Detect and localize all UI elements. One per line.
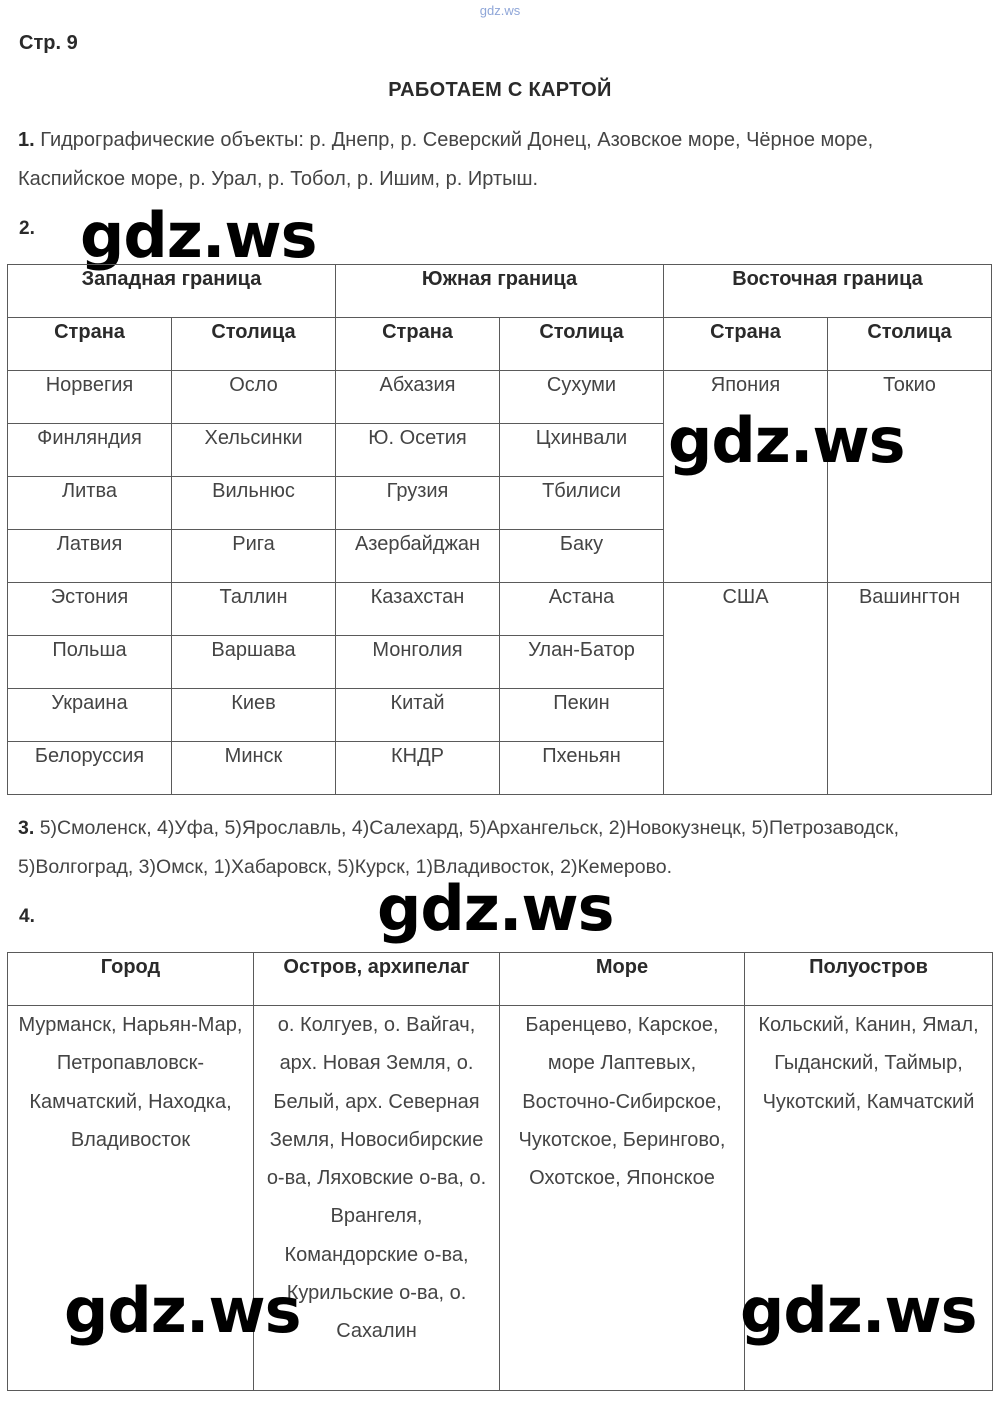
watermark-2: gdz.ws (668, 404, 905, 477)
watermark-3: gdz.ws (377, 872, 614, 945)
west-capital: Вильнюс (172, 477, 336, 530)
header-peninsula: Полуостров (745, 953, 993, 1006)
east-country: Япония (664, 371, 828, 583)
south-country: КНДР (336, 742, 500, 795)
south-capital: Цхинвали (500, 424, 664, 477)
page-heading: РАБОТАЕМ С КАРТОЙ (388, 79, 612, 101)
west-country: Украина (8, 689, 172, 742)
west-capital: Рига (172, 530, 336, 583)
header-sea: Море (500, 953, 745, 1006)
task1-text: Гидрографические объекты: р. Днепр, р. Северский Донец, Азовское море, Чёрное море, Каспийское море, р. Урал, р. Тобол, р. Ишим, р. Иртыш. (18, 129, 874, 190)
west-country: Польша (8, 636, 172, 689)
east-capital: Токио (828, 371, 992, 583)
south-capital: Улан-Батор (500, 636, 664, 689)
column-header-row (8, 318, 992, 371)
group-header-row (8, 265, 992, 318)
group-east: Восточная граница (664, 265, 992, 318)
west-country: Эстония (8, 583, 172, 636)
south-capital: Тбилиси (500, 477, 664, 530)
south-country: Казахстан (336, 583, 500, 636)
south-capital: Астана (500, 583, 664, 636)
south-country: Абхазия (336, 371, 500, 424)
south-capital: Пекин (500, 689, 664, 742)
west-country: Белоруссия (8, 742, 172, 795)
west-capital: Варшава (172, 636, 336, 689)
west-capital: Осло (172, 371, 336, 424)
west-country: Норвегия (8, 371, 172, 424)
header-row (8, 953, 993, 1006)
south-country: Китай (336, 689, 500, 742)
west-capital: Киев (172, 689, 336, 742)
west-country: Финляндия (8, 424, 172, 477)
group-west: Западная граница (8, 265, 336, 318)
west-capital: Минск (172, 742, 336, 795)
col-capital: Столица (500, 318, 664, 371)
task2-number: 2. (19, 218, 35, 239)
group-south: Южная граница (336, 265, 664, 318)
header-island: Остров, архипелаг (254, 953, 500, 1006)
south-country: Грузия (336, 477, 500, 530)
task1-paragraph (18, 121, 983, 198)
header-city: Город (8, 953, 254, 1006)
cell-cities: Мурманск, Нарьян-Мар, Петропавловск-Камчатский, Находка, Владивосток (8, 1006, 254, 1391)
top-watermark: gdz.ws (479, 3, 521, 18)
task1-number: 1. (18, 129, 35, 151)
watermark-4: gdz.ws (64, 1274, 301, 1347)
watermark-5: gdz.ws (740, 1274, 977, 1347)
south-country: Азербайджан (336, 530, 500, 583)
page-number: Стр. 9 (19, 32, 78, 54)
west-country: Литва (8, 477, 172, 530)
col-country: Страна (336, 318, 500, 371)
col-capital: Столица (828, 318, 992, 371)
task4-number: 4. (19, 906, 35, 927)
cell-islands: о. Колгуев, о. Вайгач, арх. Новая Земля, о. Белый, арх. Северная Земля, Новосибирские о-ва, Ляховские о-ва, о. Врангеля, Командорские о-ва, Курильские о-ва, о. Сахалин (254, 1006, 500, 1391)
watermark-1: gdz.ws (80, 199, 317, 272)
col-country: Страна (664, 318, 828, 371)
east-capital: Вашингтон (828, 583, 992, 795)
south-capital: Пхеньян (500, 742, 664, 795)
table-row (8, 583, 992, 636)
east-country: США (664, 583, 828, 795)
south-country: Ю. Осетия (336, 424, 500, 477)
col-country: Страна (8, 318, 172, 371)
borders-table (7, 264, 992, 795)
west-country: Латвия (8, 530, 172, 583)
cell-peninsulas: Кольский, Канин, Ямал, Гыданский, Таймыр, Чукотский, Камчатский (745, 1006, 993, 1391)
cell-seas: Баренцево, Карское, море Лаптевых, Восточно-Сибирское, Чукотское, Берингово, Охотское, Японское (500, 1006, 745, 1391)
task3-text: 5)Смоленск, 4)Уфа, 5)Ярославль, 4)Салехард, 5)Архангельск, 2)Новокузнецк, 5)Петрозаводск, 5)Волгоград, 3)Омск, 1)Хабаровск, 5)Курск, 1)Владивосток, 2)Кемерово. (18, 817, 899, 878)
col-capital: Столица (172, 318, 336, 371)
south-capital: Баку (500, 530, 664, 583)
west-capital: Хельсинки (172, 424, 336, 477)
task3-number: 3. (18, 817, 35, 839)
south-capital: Сухуми (500, 371, 664, 424)
west-capital: Таллин (172, 583, 336, 636)
south-country: Монголия (336, 636, 500, 689)
